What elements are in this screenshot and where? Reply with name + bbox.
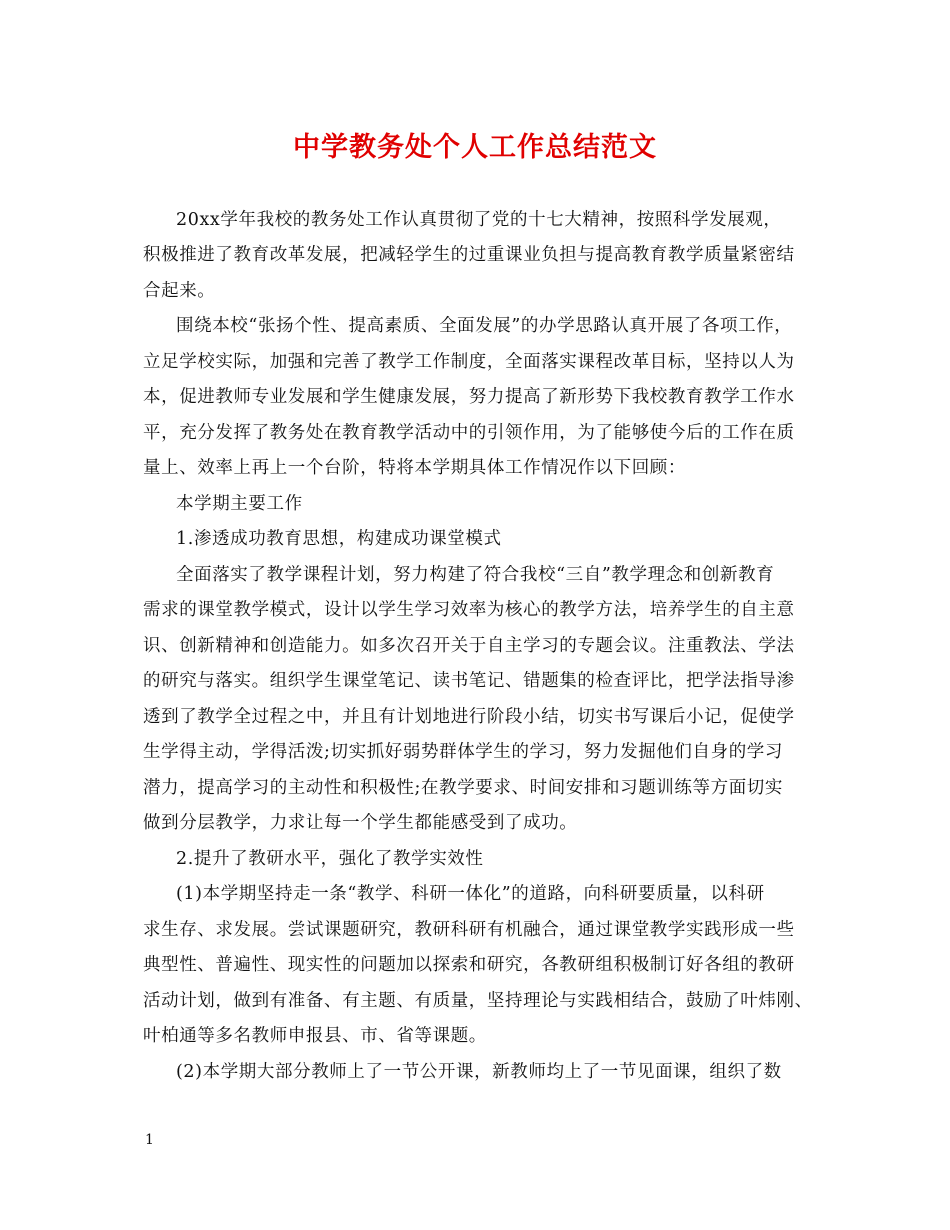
text-line: 求生存、求发展。尝试课题研究，教研科研有机融合，通过课堂教学实践形成一些 [143, 920, 795, 940]
text-line: 活动计划，做到有准备、有主题、有质量，坚持理论与实践相结合，鼓励了叶炜刚、 [143, 991, 813, 1011]
text-line: (1)本学期坚持走一条“教学、科研一体化”的道路，向科研要质量，以科研 [176, 884, 765, 904]
section-heading: 本学期主要工作 [176, 494, 303, 514]
text-line: 合起来。 [143, 281, 216, 301]
text-line: 潜力，提高学习的主动性和积极性;在教学要求、时间安排和习题训练等方面切实 [143, 778, 783, 798]
section-heading: 1.渗透成功教育思想，构建成功课堂模式 [176, 529, 502, 549]
text-line: 识、创新精神和创造能力。如多次召开关于自主学习的专题会议。注重教法、学法 [143, 636, 795, 656]
text-line: 典型性、普遍性、现实性的问题加以探索和研究，各教研组积极制订好各组的教研 [143, 955, 795, 975]
text-line: 全面落实了教学课程计划，努力构建了符合我校“三自”教学理念和创新教育 [176, 565, 775, 585]
text-line: (2)本学期大部分教师上了一节公开课，新教师均上了一节见面课，组织了数 [176, 1062, 782, 1082]
document-title: 中学教务处个人工作总结范文 [293, 132, 657, 163]
text-line: 需求的课堂教学模式，设计以学生学习效率为核心的教学方法，培养学生的自主意 [143, 600, 795, 620]
text-line: 生学得主动，学得活泼;切实抓好弱势群体学生的学习，努力发掘他们自身的学习 [143, 742, 783, 762]
text-line: 20xx学年我校的教务处工作认真贯彻了党的十七大精神，按照科学发展观， [176, 210, 782, 230]
text-line: 积极推进了教育改革发展，把减轻学生的过重课业负担与提高教育教学质量紧密结 [143, 245, 795, 265]
text-line: 量上、效率上再上一个台阶，特将本学期具体工作情况作以下回顾： [143, 458, 686, 478]
text-line: 本，促进教师专业发展和学生健康发展，努力提高了新形势下我校教育教学工作水 [143, 387, 795, 407]
text-line: 立足学校实际，加强和完善了教学工作制度，全面落实课程改革目标，坚持以人为 [143, 352, 795, 372]
section-heading: 2.提升了教研水平，强化了教学实效性 [176, 849, 484, 869]
text-line: 做到分层教学，力求让每一个学生都能感受到了成功。 [143, 813, 578, 833]
text-line: 围绕本校“张扬个性、提高素质、全面发展”的办学思路认真开展了各项工作， [176, 316, 793, 336]
page-number: 1 [145, 1132, 154, 1148]
text-line: 的研究与落实。组织学生课堂笔记、读书笔记、错题集的检查评比，把学法指导渗 [143, 671, 795, 691]
text-line: 平，充分发挥了教务处在教育教学活动中的引领作用，为了能够使今后的工作在质 [143, 423, 795, 443]
text-line: 透到了教学全过程之中，并且有计划地进行阶段小结，切实书写课后小记，促使学 [143, 707, 795, 727]
text-line: 叶柏通等多名教师申报县、市、省等课题。 [143, 1026, 487, 1046]
